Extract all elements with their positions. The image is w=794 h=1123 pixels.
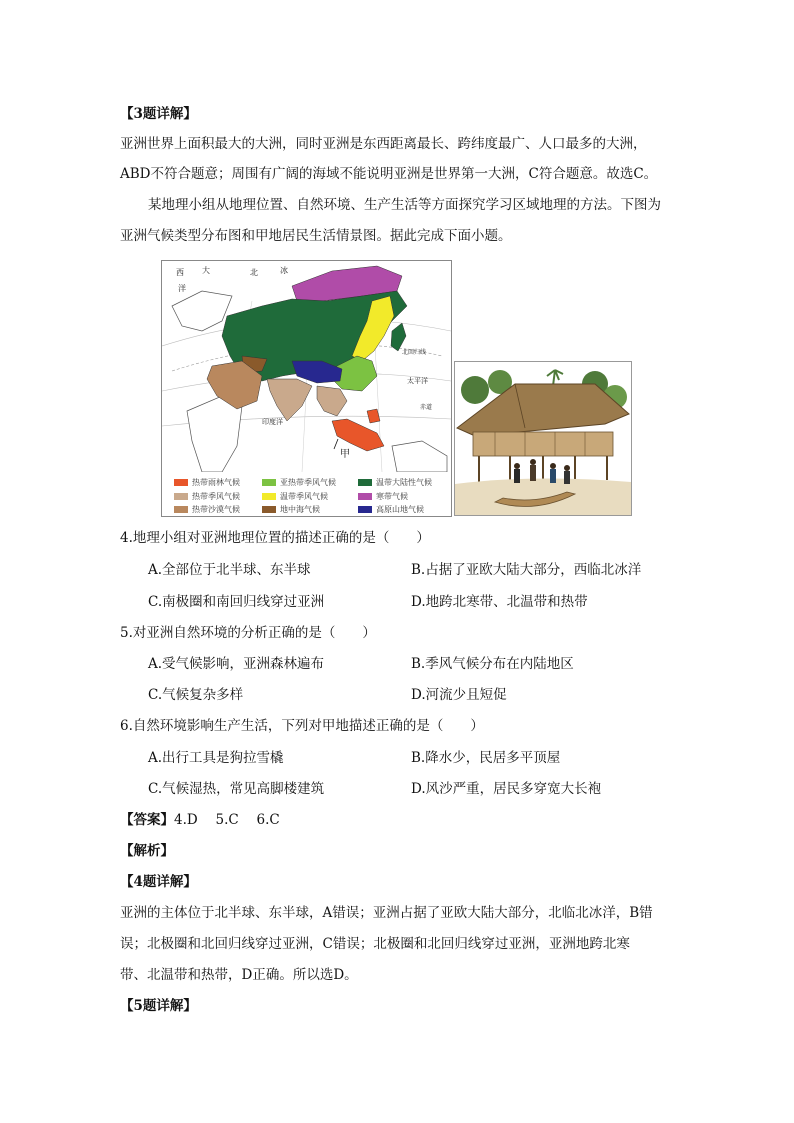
legend-label: 热带季风气候 xyxy=(192,492,240,501)
map-label-da: 大 xyxy=(202,266,210,275)
q4-stem: 4.地理小组对亚洲地理位置的描述正确的是（ ） xyxy=(120,530,430,546)
answer-text: 4.D 5.C 6.C xyxy=(174,812,280,828)
legend-swatch xyxy=(358,479,372,486)
legend-item xyxy=(358,477,432,488)
legend-swatch xyxy=(358,506,372,513)
q5-option-d[interactable]: D.河流少且短促 xyxy=(411,687,507,703)
p4-line2: 误；北极圈和北回归线穿过亚洲，C错误；北极圈和北回归线穿过亚洲，亚洲地跨北寒 xyxy=(120,936,630,952)
stilt-house-illustration xyxy=(454,361,632,516)
q4-option-a[interactable]: A.全部位于北半球、东半球 xyxy=(148,562,311,578)
intro-line2: 亚洲气候类型分布图和甲地居民生活情景图。据此完成下面小题。 xyxy=(120,228,512,244)
q6-option-b[interactable]: B.降水少，民居多平顶屋 xyxy=(411,750,561,766)
q4-option-b[interactable]: B.占据了亚欧大陆大部分，西临北冰洋 xyxy=(411,562,642,578)
p4-line3: 带、北温带和热带，D正确。所以选D。 xyxy=(120,967,358,983)
analysis-label: 【解析】 xyxy=(120,843,174,859)
map-label-pacific: 太平洋 xyxy=(407,377,428,385)
legend-item xyxy=(358,504,424,515)
legend-label: 热带沙漠气候 xyxy=(192,505,240,514)
legend-item xyxy=(174,504,240,515)
answer-line xyxy=(120,810,280,830)
legend-label: 亚热带季风气候 xyxy=(280,478,336,487)
climate-map-drawing xyxy=(162,261,451,472)
map-label-bing: 冰 xyxy=(280,266,288,275)
intro-line1: 某地理小组从地理位置、自然环境、生产生活等方面探究学习区域地理的方法。下图为 xyxy=(148,197,661,213)
legend-label: 温带季风气候 xyxy=(280,492,328,501)
legend-item xyxy=(262,491,328,502)
section4-header: 【4题详解】 xyxy=(120,874,197,890)
legend-label: 高原山地气候 xyxy=(376,505,424,514)
q4-option-c[interactable]: C.南极圈和南回归线穿过亚洲 xyxy=(148,594,325,610)
legend-label: 热带雨林气候 xyxy=(192,478,240,487)
p3-line2: ABD不符合题意；周围有广阔的海域不能说明亚洲是世界第一大洲，C符合题意。故选C。 xyxy=(120,166,658,182)
map-label-indian: 印度洋 xyxy=(262,418,283,426)
section3-header: 【3题详解】 xyxy=(120,106,197,122)
answer-label: 【答案】 xyxy=(120,812,174,828)
map-label-jia: 甲 xyxy=(340,449,350,460)
legend-item xyxy=(358,491,408,502)
legend-item xyxy=(174,477,240,488)
map-legend xyxy=(162,472,451,516)
map-label-yang: 洋 xyxy=(178,284,186,293)
legend-label: 温带大陆性气候 xyxy=(376,478,432,487)
legend-label: 寒带气候 xyxy=(376,492,408,501)
legend-label: 地中海气候 xyxy=(280,505,320,514)
legend-swatch xyxy=(262,479,276,486)
legend-item xyxy=(262,504,320,515)
p4-line1: 亚洲的主体位于北半球、东半球，A错误；亚洲占据了亚欧大陆大部分，北临北冰洋，B错 xyxy=(120,905,653,921)
map-label-xi: 西 xyxy=(176,268,184,277)
q5-option-b[interactable]: B.季风气候分布在内陆地区 xyxy=(411,656,574,672)
legend-swatch xyxy=(174,479,188,486)
q5-stem: 5.对亚洲自然环境的分析正确的是（ ） xyxy=(120,625,376,641)
stilt-house-drawing xyxy=(455,362,631,515)
legend-swatch xyxy=(174,506,188,513)
section5-header: 【5题详解】 xyxy=(120,998,197,1014)
q6-option-d[interactable]: D.风沙严重，居民多穿宽大长袍 xyxy=(411,781,602,797)
legend-swatch xyxy=(174,493,188,500)
map-label-equator: 赤道 xyxy=(420,404,433,411)
legend-item xyxy=(174,491,240,502)
q6-option-c[interactable]: C.气候湿热，常见高脚楼建筑 xyxy=(148,781,325,797)
legend-swatch xyxy=(262,506,276,513)
q5-option-a[interactable]: A.受气候影响，亚洲森林遍布 xyxy=(148,656,325,672)
legend-item xyxy=(262,477,336,488)
q6-option-a[interactable]: A.出行工具是狗拉雪橇 xyxy=(148,750,284,766)
legend-swatch xyxy=(358,493,372,500)
map-label-tropic: 北回归线 xyxy=(402,349,427,356)
map-label-bei: 北 xyxy=(250,268,258,277)
asia-climate-map xyxy=(161,260,452,517)
legend-swatch xyxy=(262,493,276,500)
q5-option-c[interactable]: C.气候复杂多样 xyxy=(148,687,244,703)
q6-stem: 6.自然环境影响生产生活，下列对甲地描述正确的是（ ） xyxy=(120,718,484,734)
p3-line1: 亚洲世界上面积最大的大洲，同时亚洲是东西距离最长、跨纬度最广、人口最多的大洲， xyxy=(120,136,647,152)
q4-option-d[interactable]: D.地跨北寒带、北温带和热带 xyxy=(411,594,588,610)
